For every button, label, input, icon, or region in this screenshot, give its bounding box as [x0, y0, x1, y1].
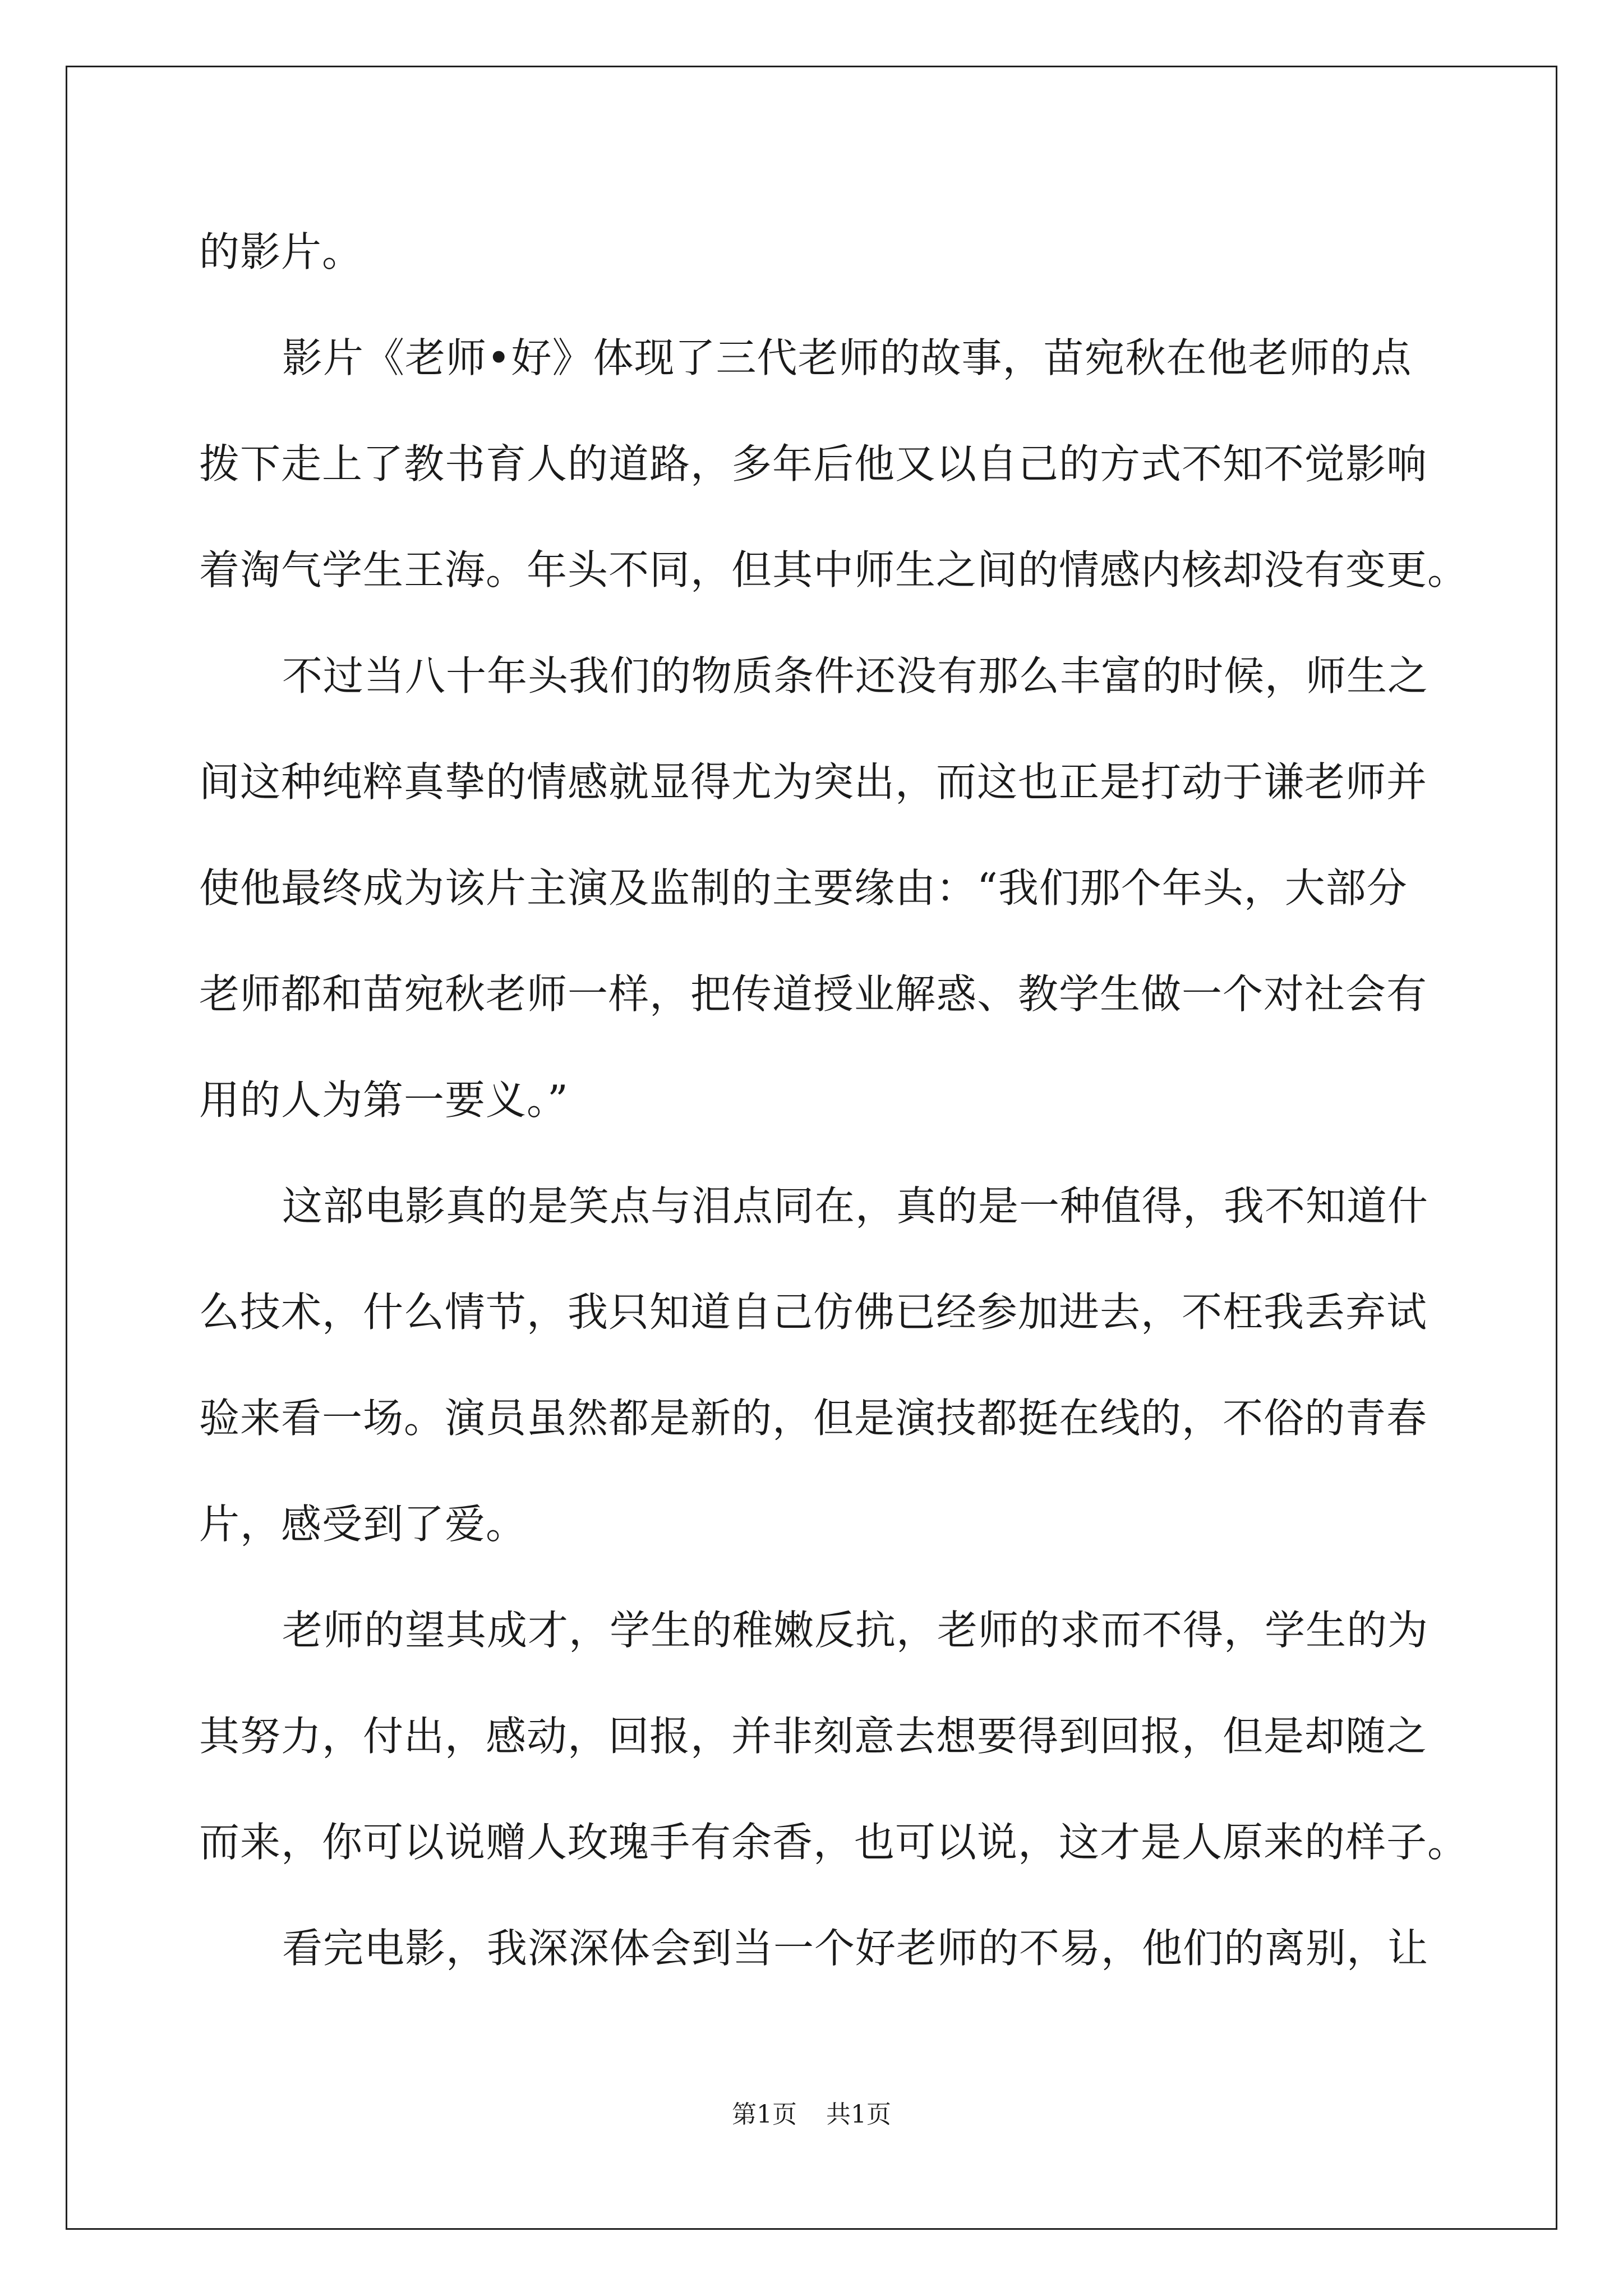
text-line: 老师都和苗宛秋老师一样，把传道授业解惑、教学生做一个对社会有 — [199, 970, 1428, 1018]
text-line: 间这种纯粹真挚的情感就显得尤为突出，而这也正是打动于谦老师并 — [199, 758, 1428, 806]
text-line: 的影片。 — [199, 228, 363, 275]
text-line: 老师的望其成才，学生的稚嫩反抗，老师的求而不得，学生的为 — [282, 1607, 1429, 1654]
text-line: 验来看一场。演员虽然都是新的，但是演技都挺在线的，不俗的青春 — [199, 1395, 1428, 1442]
text-line: 片，感受到了爱。 — [199, 1501, 527, 1548]
text-line: 么技术，什么情节，我只知道自己仿佛已经参加进去，不枉我丢弃试 — [199, 1289, 1428, 1336]
text-line: 使他最终成为该片主演及监制的主要缘由：“我们那个年头，大部分 — [199, 864, 1408, 912]
page-footer — [0, 2098, 1623, 2132]
page-number-total: 共1页 — [826, 2100, 891, 2129]
text-line: 其努力，付出，感动，回报，并非刻意去想要得到回报，但是却随之 — [199, 1713, 1428, 1760]
text-line: 看完电影，我深深体会到当一个好老师的不易，他们的离别，让 — [282, 1925, 1429, 1972]
page-number-current: 第1页 — [732, 2100, 797, 2129]
text-line: 用的人为第一要义。” — [199, 1076, 569, 1124]
text-line: 影片《老师•好》体现了三代老师的故事，苗宛秋在他老师的点 — [282, 334, 1412, 381]
text-line: 而来，你可以说赠人玫瑰手有余香，也可以说，这才是人原来的样子。 — [199, 1819, 1469, 1866]
document-body — [199, 199, 1469, 2001]
text-line: 这部电影真的是笑点与泪点同在，真的是一种值得，我不知道什 — [282, 1182, 1429, 1230]
text-line: 着淘气学生王海。年头不同，但其中师生之间的情感内核却没有变更。 — [199, 546, 1469, 593]
text-line: 拨下走上了教书育人的道路，多年后他又以自己的方式不知不觉影响 — [199, 440, 1428, 487]
text-line: 不过当八十年头我们的物质条件还没有那么丰富的时候，师生之 — [282, 652, 1429, 700]
